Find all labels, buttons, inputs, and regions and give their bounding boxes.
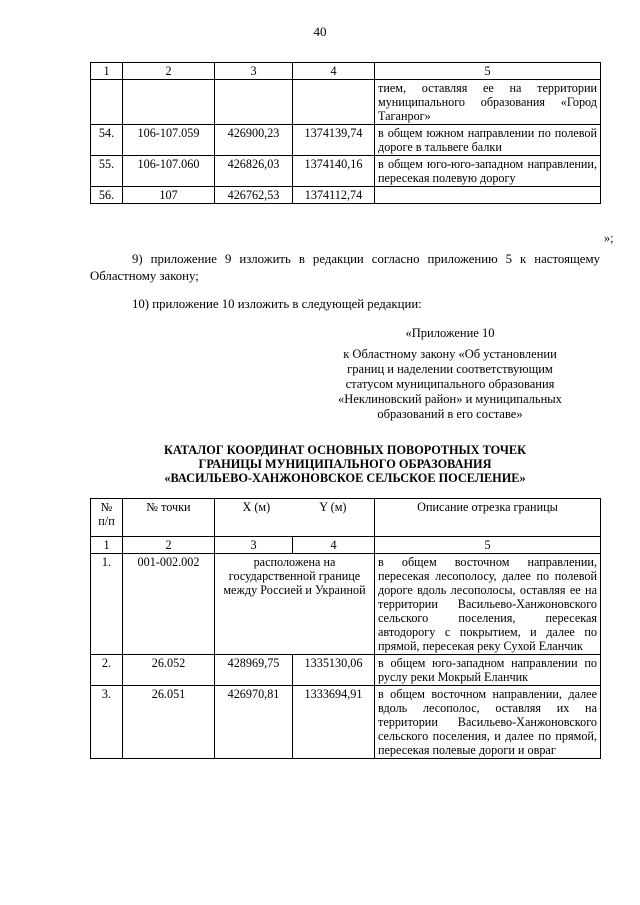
x-coordinate: 426826,03 [215, 156, 293, 187]
table-row [91, 125, 601, 156]
point-id: 106-107.060 [123, 156, 215, 187]
y-coordinate: 1335130,06 [293, 655, 375, 686]
segment-description: в общем южном направлении по полевой дороге в тальвеге балки [375, 125, 601, 156]
x-coordinate: 426762,53 [215, 187, 293, 204]
x-coordinate: 426970,81 [215, 686, 293, 759]
y-coordinate: 1374139,74 [293, 125, 375, 156]
table-header-row [91, 499, 601, 537]
column-number: 3 [215, 63, 293, 80]
segment-description: в общем восточном направлении, пересекая лесополосу, далее по полевой дороге вдоль лесополосы, оставляя ее на территории Васильево-Ханжоновского сельского поселения, пересекая автодорогу с покрытием, и далее по прямой, пересекая реку Сухой Еланчик [375, 554, 601, 655]
row-number: 3. [91, 686, 123, 759]
coordinates-catalog-table [90, 498, 601, 759]
column-header-description: Описание отрезка границы [375, 499, 601, 537]
segment-description: в общем восточном направлении, далее вдоль лесополос, оставляя их на территории Васильево-Ханжоновского сельского поселения, и далее по прямой, пересекая полевые дороги и овраг [375, 686, 601, 759]
row-number: 54. [91, 125, 123, 156]
catalog-title [90, 443, 600, 485]
y-coordinate: 1333694,91 [293, 686, 375, 759]
coordinates-table-continued [90, 62, 601, 204]
table-row [91, 554, 601, 655]
point-id: 26.052 [123, 655, 215, 686]
y-coordinate: 1374140,16 [293, 156, 375, 187]
table-row [91, 686, 601, 759]
x-coordinate: 428969,75 [215, 655, 293, 686]
appendix-title: «Приложение 10 [405, 326, 495, 340]
column-header-number: № п/п [91, 499, 123, 537]
column-number: 5 [375, 537, 601, 554]
segment-description: тием, оставляя ее на территории муниципального образования «Город Таганрог» [375, 80, 601, 125]
point-id: 106-107.059 [123, 125, 215, 156]
table-row [91, 80, 601, 125]
column-header-xy [215, 499, 375, 537]
appendix-line: образований в его составе» [377, 407, 523, 421]
appendix-line: к Областному закону «Об установлении [343, 347, 557, 361]
column-number: 1 [91, 63, 123, 80]
column-number: 2 [123, 63, 215, 80]
appendix-line: границ и наделении соответствующим [347, 362, 553, 376]
point-id: 107 [123, 187, 215, 204]
table-row [91, 655, 601, 686]
table-numbering-row [91, 63, 601, 80]
table-numbering-row [91, 537, 601, 554]
paragraph-10: 10) приложение 10 изложить в следующей редакции: [132, 297, 422, 311]
column-number: 3 [215, 537, 293, 554]
table-row [91, 156, 601, 187]
table-row [91, 187, 601, 204]
y-coordinate: 1374112,74 [293, 187, 375, 204]
point-id: 26.051 [123, 686, 215, 759]
segment-description [375, 187, 601, 204]
row-number: 2. [91, 655, 123, 686]
column-header-point: № точки [123, 499, 215, 537]
column-header-y: Y (м) [319, 500, 347, 514]
appendix-line: статусом муниципального образования [345, 377, 555, 391]
row-number: 56. [91, 187, 123, 204]
point-location: расположена на государственной границе между Россией и Украиной [215, 554, 375, 655]
page-number: 40 [313, 24, 327, 39]
row-number: 55. [91, 156, 123, 187]
column-header-x: X (м) [242, 500, 271, 514]
paragraph-9: 9) приложение 9 изложить в редакции согласно приложению 5 к настоящему Областному закону; [90, 252, 600, 283]
catalog-title-line: «ВАСИЛЬЕВО-ХАНЖОНОВСКОЕ СЕЛЬСКОЕ ПОСЕЛЕНИЕ» [164, 471, 526, 485]
catalog-title-line: КАТАЛОГ КООРДИНАТ ОСНОВНЫХ ПОВОРОТНЫХ ТОЧЕК [163, 443, 527, 457]
catalog-title-line: ГРАНИЦЫ МУНИЦИПАЛЬНОГО ОБРАЗОВАНИЯ [198, 457, 492, 471]
column-number: 4 [293, 537, 375, 554]
x-coordinate: 426900,23 [215, 125, 293, 156]
segment-description: в общем юго-западном направлении по руслу реки Мокрый Еланчик [375, 655, 601, 686]
appendix-line: «Неклиновский район» и муниципальных [338, 392, 562, 406]
row-number: 1. [91, 554, 123, 655]
column-number: 4 [293, 63, 375, 80]
column-number: 1 [91, 537, 123, 554]
column-number: 5 [375, 63, 601, 80]
appendix-heading [300, 326, 600, 422]
column-number: 2 [123, 537, 215, 554]
point-id: 001-002.002 [123, 554, 215, 655]
closing-quote: »; [604, 231, 614, 245]
segment-description: в общем юго-юго-западном направлении, пересекая полевую дорогу [375, 156, 601, 187]
